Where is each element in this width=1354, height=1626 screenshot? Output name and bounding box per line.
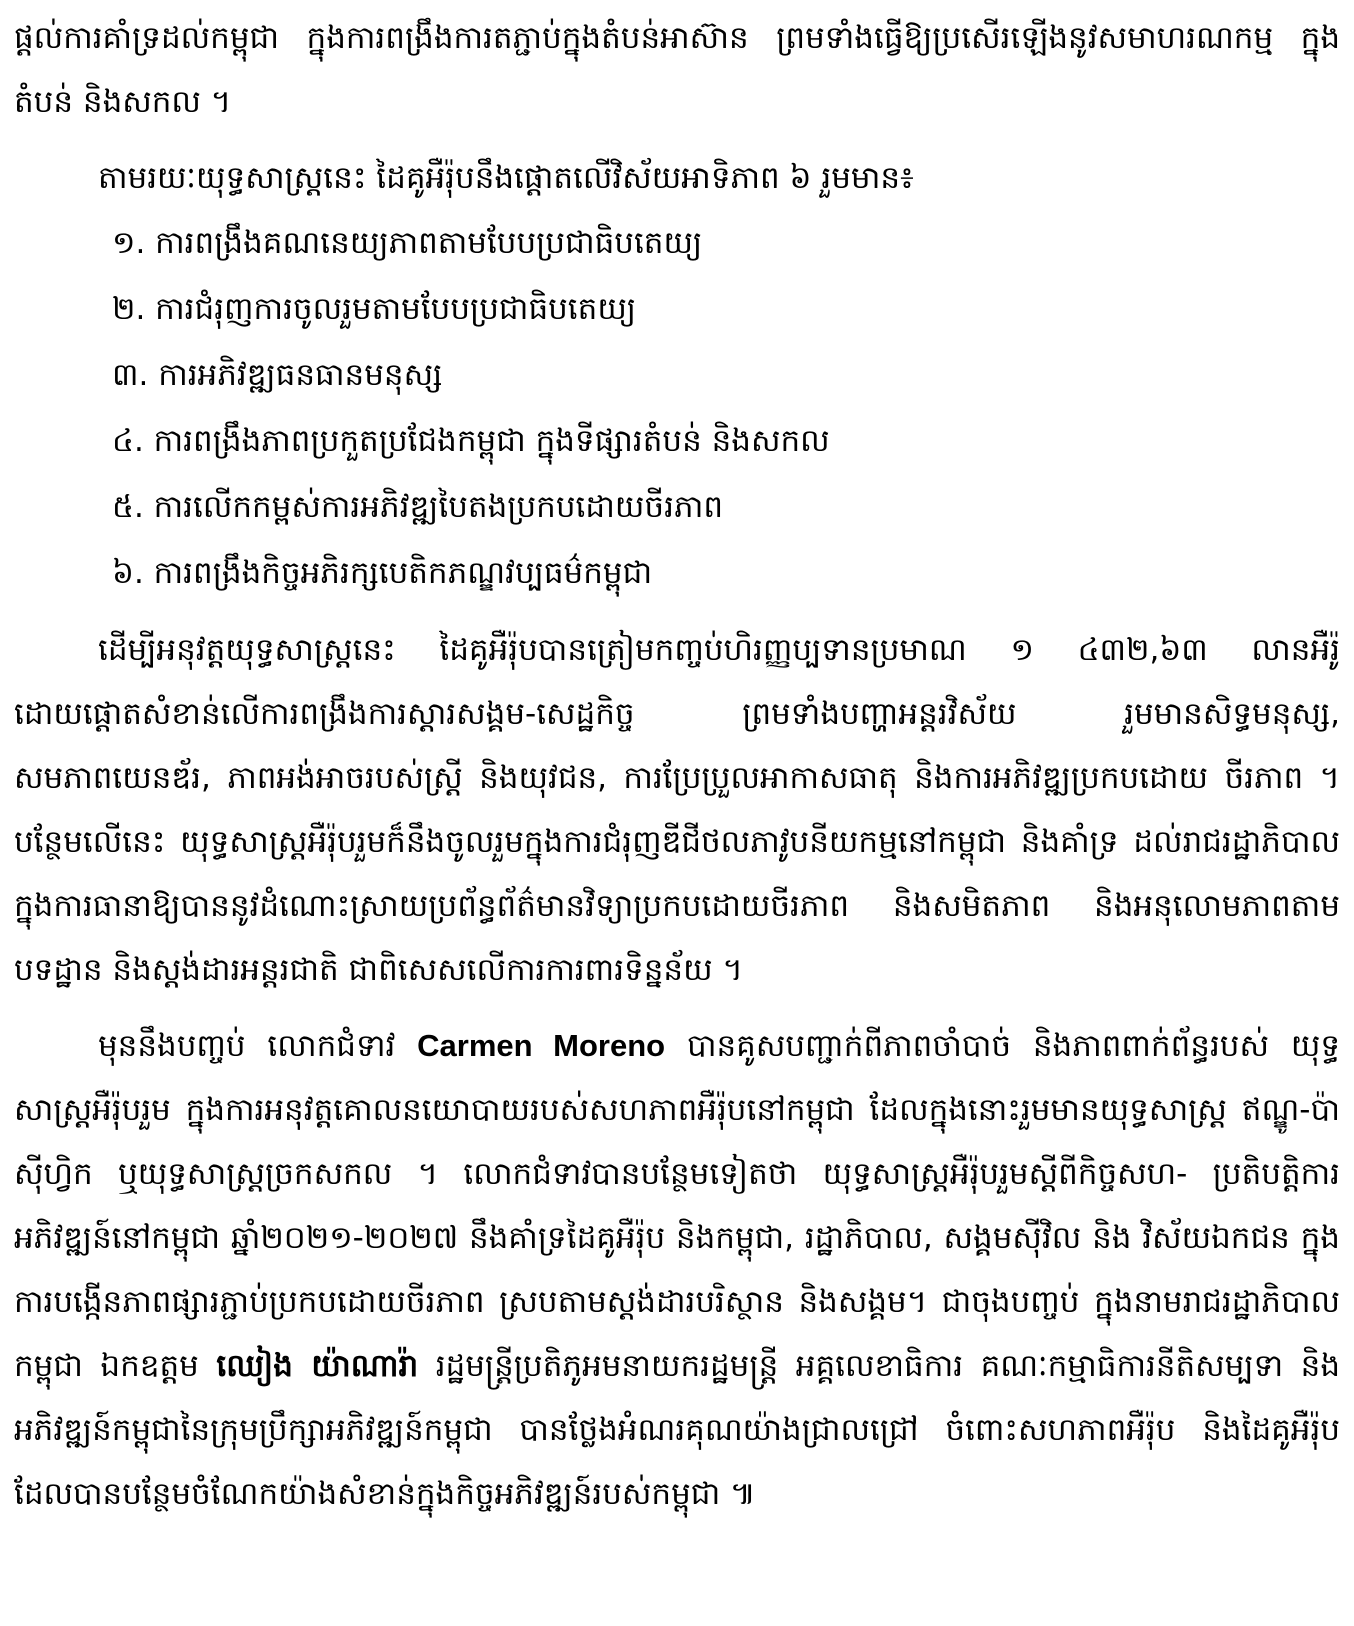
speaker-name-khmer: ឈៀង យ៉ាណារ៉ា: [216, 1348, 419, 1384]
list-item: ៦. ការពង្រឹងកិច្ចអភិរក្សបេតិកភណ្ឌវប្បធម៌កម្ពុជា: [112, 555, 653, 591]
closing-text-part-3: រដ្ឋមន្ត្រីប្រតិភូអមនាយករដ្ឋមន្ត្រី អគ្គលេខាធិការ គណៈកម្មាធិការនីតិសម្បទា និងអភិវឌ្ឍន៍កម្ពុជានៃក្រុមប្រឹក្សាអភិវឌ្ឍន៍កម្ពុជា បានថ្លែងអំណរគុណយ៉ាងជ្រាលជ្រៅ ចំពោះសហភាពអឺរ៉ុប និងដៃគូអឺរ៉ុប ដែលបានបន្ថែមចំណែកយ៉ាងសំខាន់ក្នុងកិច្ចអភិវឌ្ឍន៍របស់កម្ពុជា ៕: [14, 1348, 1340, 1512]
closing-text-part-2: បានគូសបញ្ជាក់ពីភាពចាំបាច់ និងភាពពាក់ព័ន្ធរបស់ យុទ្ធសាស្ត្រអឺរ៉ុបរួម ក្នុងការអនុវត្តគោលនយោបាយរបស់សហភាពអឺរ៉ុបនៅកម្ពុជា ដែលក្នុងនោះរួមមានយុទ្ធសាស្ត្រ ឥណ្ឌូ-ប៉ាស៊ីហ្វិក ឬយុទ្ធសាស្ត្រច្រកសកល ។ លោកជំទាវបានបន្ថែមទៀតថា យុទ្ធសាស្ត្រអឺរ៉ុបរួមស្តីពីកិច្ចសហ- ប្រតិបត្តិការអភិវឌ្ឍន៍នៅកម្ពុជា ឆ្នាំ២០២១-២០២៧ នឹងគាំទ្រដៃគូអឺរ៉ុប និងកម្ពុជា, រដ្ឋាភិបាល, សង្គមស៊ីវិល និង វិស័យឯកជន ក្នុងការបង្កើនភាពផ្សារភ្ជាប់ប្រកបដោយចីរភាព ស្របតាមស្តង់ដារបរិស្ថាន និងសង្គម។ ជាចុងបញ្ចប់ ក្នុងនាមរាជរដ្ឋាភិបាលកម្ពុជា ឯកឧត្តម: [14, 1028, 1341, 1384]
paragraph-funding: ដើម្បីអនុវត្តយុទ្ធសាស្ត្រនេះ ដៃគូអឺរ៉ុបបានត្រៀមកញ្ចប់ហិរញ្ញប្បទានប្រមាណ ១ ៤៣២,៦៣ លានអឺរ៉ូ ដោយផ្តោតសំខាន់លើការពង្រឹងការស្តារសង្គម-សេដ្ឋកិច្ច ព្រមទាំងបញ្ហាអន្តរវិស័យ រួមមានសិទ្ធមនុស្ស, សមភាពយេនឌ័រ, ភាពអង់អាចរបស់ស្ត្រី និងយុវជន, ការប្រែប្រួលអាកាសធាតុ និងការអភិវឌ្ឍប្រកបដោយ ចីរភាព ។ បន្ថែមលើនេះ យុទ្ធសាស្ត្រអឺរ៉ុបរួមក៏នឹងចូលរួមក្នុងការជំរុញឌីជីថលភាវូបនីយកម្មនៅកម្ពុជា និងគាំទ្រ ដល់រាជរដ្ឋាភិបាលក្នុងការធានាឱ្យបាននូវដំណោះស្រាយប្រព័ន្ធព័ត៌មានវិទ្យាប្រកបដោយចីរភាព និងសមិតភាព និងអនុលោមភាពតាមបទដ្ឋាន និងស្តង់ដារអន្តរជាតិ ជាពិសេសលើការការពារទិន្នន័យ ។: [14, 632, 1340, 988]
list-item: ១. ការពង្រឹងគណនេយ្យភាពតាមបែបប្រជាធិបតេយ្យ: [112, 225, 703, 261]
paragraph-closing: [14, 1014, 1340, 1526]
list-item: ៤. ការពង្រឹងភាពប្រកួតប្រជែងកម្ពុជា ក្នុងទីផ្សារតំបន់ និងសកល: [112, 423, 830, 459]
list-item: ៥. ការលើកកម្ពស់ការអភិវឌ្ឍបៃតងប្រកបដោយចីរភាព: [112, 489, 724, 525]
list-item: ២. ការជំរុញការចូលរួមតាមបែបប្រជាធិបតេយ្យ: [112, 291, 637, 327]
closing-text-part-1: មុននឹងបញ្ចប់ លោកជំទាវ: [98, 1028, 418, 1064]
paragraph-priority-intro: តាមរយៈយុទ្ធសាស្ត្រនេះ ដៃគូអឺរ៉ុបនឹងផ្តោតលើវិស័យអាទិភាព ៦ រួមមាន៖: [98, 160, 914, 196]
list-item: ៣. ការអភិវឌ្ឍធនធានមនុស្ស: [112, 357, 443, 393]
paragraph-intro-continuation: ផ្តល់ការគាំទ្រដល់កម្ពុជា ក្នុងការពង្រឹងការតភ្ជាប់ក្នុងតំបន់អាស៊ាន ព្រមទាំងធ្វើឱ្យប្រសើរឡើងនូវសមាហរណកម្ម ក្នុងតំបន់ និងសកល ។: [14, 20, 1340, 120]
speaker-name-latin: Carmen Moreno: [417, 1028, 666, 1063]
priority-list: [14, 210, 1340, 606]
